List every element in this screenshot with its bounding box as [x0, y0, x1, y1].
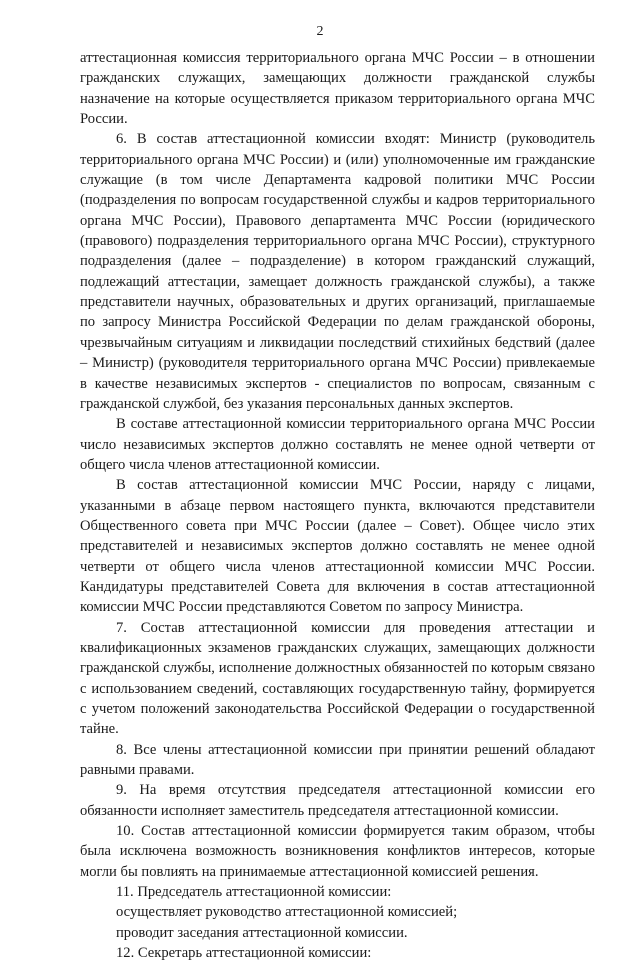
paragraph-item-10: 10. Состав аттестационной комиссии формируется таким образом, чтобы была исключена возможность возникновения конфликтов интересов, которые могли бы повлиять на принимаемые аттестационной комиссией решения.: [80, 823, 595, 880]
paragraph-item-6-experts: В составе аттестационной комиссии территориального органа МЧС России число независимых экспертов должно составлять не менее одной четверти от общего числа членов аттестационной комиссии.: [80, 416, 595, 473]
paragraph-item-6: 6. В состав аттестационной комиссии входят: Министр (руководитель территориального органа МЧС России) и (или) уполномоченные им гражданские служащие (в том числе Департамента кадровой политики МЧС России (подразделения по вопросам государственной службы и кадров территориального органа МЧС России), Правового департамента МЧС России (юридического (правового) подразделения территориального органа МЧС России), структурного подразделения (далее – подразделение) в котором гражданский служащий, подлежащий аттестации, замещает должность гражданской службы), а также представители научных, образовательных и других организаций, приглашаемые по запросу Министра Российской Федерации по делам гражданской обороны, чрезвычайным ситуациям и ликвидации последствий стихийных бедствий (далее – Министр) (руководителя территориального органа МЧС России) привлекаемые в качестве независимых экспертов - специалистов по вопросам, связанным с гражданской службой, без указания персональных данных экспертов.: [80, 131, 595, 412]
paragraph-item-11: 11. Председатель аттестационной комиссии:: [116, 884, 392, 901]
paragraph-item-8: 8. Все члены аттестационной комиссии при принятии решений обладают равными правами.: [80, 741, 595, 779]
paragraph-item-7: 7. Состав аттестационной комиссии для проведения аттестации и квалификационных экзаменов гражданских служащих, замещающих должности гражданской службы, исполнение должностных обязанностей по которым связано с использованием сведений, составляющих государственную тайну, формируется с учетом положений законодательства Российской Федерации о государственной тайне.: [80, 619, 595, 738]
page-number: 2: [316, 24, 324, 39]
paragraph-item-11-duty-2: проводит заседания аттестационной комиссии.: [116, 924, 408, 941]
paragraph-item-9: 9. На время отсутствия председателя аттестационной комиссии его обязанности исполняет заместитель председателя аттестационной комиссии.: [80, 782, 595, 819]
paragraph-continuation: аттестационная комиссия территориального органа МЧС России – в отношении гражданских служащих, замещающих должности гражданской службы назначение на которые осуществляется приказом территориального органа МЧС России.: [80, 50, 595, 128]
paragraph-item-6-council: В состав аттестационной комиссии МЧС России, наряду с лицами, указанными в абзаце первом настоящего пункта, включаются представители Общественного совета при МЧС России (далее – Совет). Общее число этих представителей и независимых экспертов должно составлять не менее одной четверти от общего числа членов аттестационной комиссии МЧС России. Кандидатуры представителей Совета для включения в состав аттестационной комиссии МЧС России представляются Советом по запросу Министра.: [80, 477, 595, 616]
paragraph-item-12: 12. Секретарь аттестационной комиссии:: [116, 945, 372, 962]
paragraph-item-11-duty-1: осуществляет руководство аттестационной комиссией;: [116, 904, 458, 921]
document-body: [80, 48, 595, 963]
